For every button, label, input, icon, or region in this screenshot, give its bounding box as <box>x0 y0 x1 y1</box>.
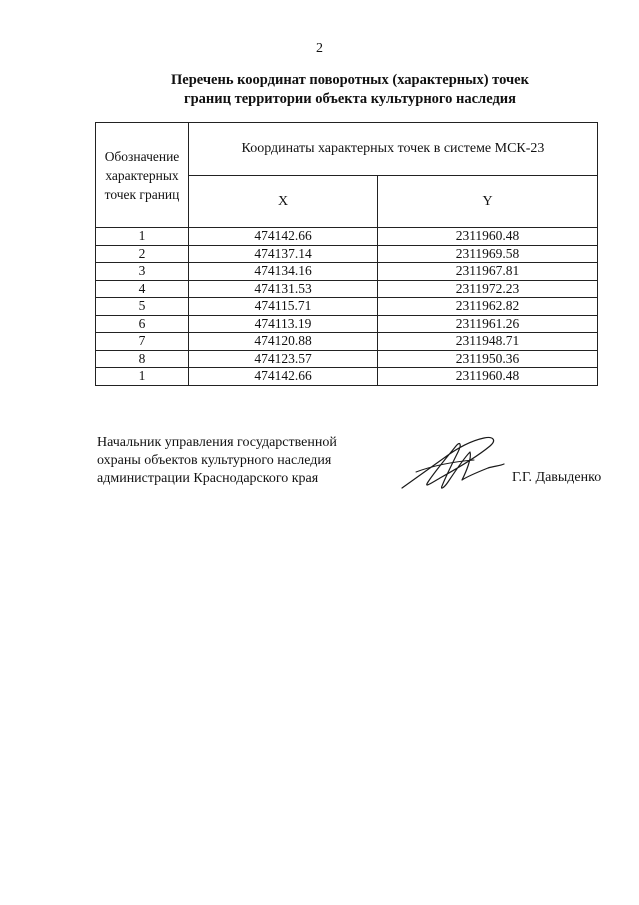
document-title-line-2: границ территории объекта культурного наследия <box>184 91 516 107</box>
cell-point: 6 <box>96 315 189 333</box>
signatory-position <box>97 434 337 488</box>
cell-x: 474123.57 <box>189 350 378 368</box>
header-y: Y <box>378 176 598 228</box>
header-designation-line: Обозначение <box>104 148 180 164</box>
signatory-position-line: Начальник управления государственной <box>97 435 337 450</box>
header-designation-line: характерных <box>105 167 179 183</box>
cell-y: 2311969.58 <box>378 245 598 263</box>
cell-point: 2 <box>96 245 189 263</box>
cell-point: 3 <box>96 263 189 281</box>
table-row <box>96 315 598 333</box>
table-row <box>96 333 598 351</box>
cell-y: 2311962.82 <box>378 298 598 316</box>
table-row <box>96 245 598 263</box>
cell-y: 2311948.71 <box>378 333 598 351</box>
cell-point: 1 <box>96 228 189 246</box>
cell-point: 5 <box>96 298 189 316</box>
cell-x: 474142.66 <box>189 368 378 386</box>
cell-point: 8 <box>96 350 189 368</box>
cell-y: 2311960.48 <box>378 368 598 386</box>
cell-x: 474134.16 <box>189 263 378 281</box>
signatory-position-line: охраны объектов культурного наследия <box>97 453 332 468</box>
cell-y: 2311972.23 <box>378 280 598 298</box>
document-title <box>120 71 580 109</box>
cell-x: 474137.14 <box>189 245 378 263</box>
cell-x: 474115.71 <box>189 298 378 316</box>
header-designation-line: точек границ <box>104 186 180 202</box>
cell-y: 2311950.36 <box>378 350 598 368</box>
table-row <box>96 350 598 368</box>
cell-point: 7 <box>96 333 189 351</box>
table-row <box>96 263 598 281</box>
table-row <box>96 298 598 316</box>
table-row <box>96 280 598 298</box>
table-row <box>96 228 598 246</box>
cell-y: 2311960.48 <box>378 228 598 246</box>
cell-y: 2311967.81 <box>378 263 598 281</box>
header-x: X <box>189 176 378 228</box>
cell-point: 1 <box>96 368 189 386</box>
cell-y: 2311961.26 <box>378 315 598 333</box>
cell-x: 474120.88 <box>189 333 378 351</box>
header-coordinate-system: Координаты характерных точек в системе МСК-23 <box>189 123 598 176</box>
page-number: 2 <box>316 41 323 56</box>
cell-x: 474131.53 <box>189 280 378 298</box>
cell-x: 474113.19 <box>189 315 378 333</box>
cell-point: 4 <box>96 280 189 298</box>
signatory-name: Г.Г. Давыденко <box>512 470 602 485</box>
cell-x: 474142.66 <box>189 228 378 246</box>
signatory-position-line: администрации Краснодарского края <box>97 471 319 486</box>
handwritten-signature <box>396 432 506 494</box>
table-row <box>96 368 598 386</box>
document-title-line-1: Перечень координат поворотных (характерных) точек <box>171 72 529 88</box>
header-designation <box>96 123 189 228</box>
coordinates-table <box>95 122 598 386</box>
